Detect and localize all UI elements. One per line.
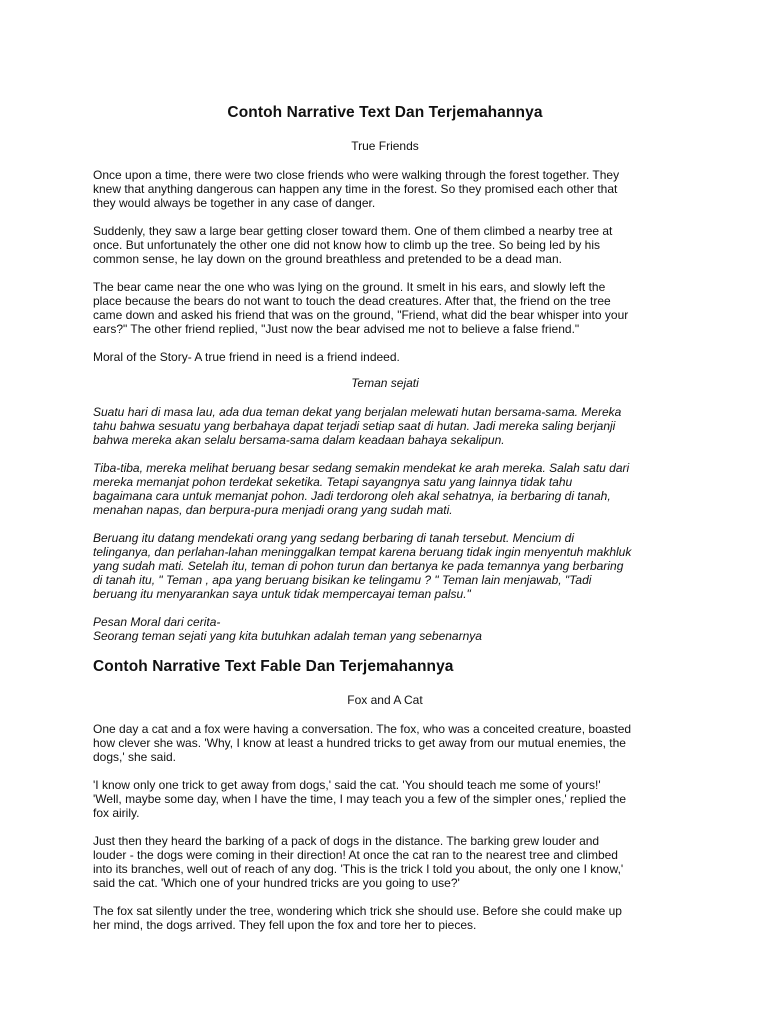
story-paragraph: The fox sat silently under the tree, wondering which trick she should use. Before she could make up her mind, the dogs arrived. They fell upon the fox and tore her to pieces. bbox=[93, 904, 622, 932]
story-paragraph: The bear came near the one who was lying on the ground. It smelt in his ears, and slowly left the place because the bears do not want to touch the dead creatures. After that, the friend on the tree came down and asked his friend that was on the ground, "Friend, what did the bear whisper into your ears?" The other friend replied, "Just now the bear advised me not to believe a false friend." bbox=[93, 280, 629, 336]
story-paragraph: 'I know only one trick to get away from dogs,' said the cat. 'You should teach me some of yours!' 'Well, maybe some day, when I have the time, I may teach you a few of the simpler ones,' replied the fox airily. bbox=[93, 778, 627, 820]
translation-paragraph: Suatu hari di masa lau, ada dua teman dekat yang berjalan melewati hutan bersama-sama. Mereka tahu bahwa sesuatu yang berbahaya dapat terjadi setiap saat di hutan. Jadi mereka saling berjanji bahwa mereka akan selalu bersama-sama dalam keadaan bahaya sekalipun. bbox=[93, 405, 622, 447]
translation-moral-paragraph: Pesan Moral dari cerita- Seorang teman sejati yang kita butuhkan adalah teman yang sebenarnya bbox=[93, 615, 482, 643]
translation-title: Teman sejati bbox=[351, 376, 419, 390]
translation-paragraph: Tiba-tiba, mereka melihat beruang besar sedang semakin mendekat ke arah mereka. Salah satu dari mereka memanjat pohon terdekat seketika. Tetapi sayangnya satu yang lainnya tidak tahu bagaimana cara untuk memanjat pohon. Jadi terdorong oleh akal sehatnya, ia berbaring di tanah, menahan napas, dan berpura-pura menjadi orang yang sudah mati. bbox=[93, 461, 630, 517]
section1-title: Contoh Narrative Text Dan Terjemahannya bbox=[227, 104, 543, 121]
story-title-fox-and-cat: Fox and A Cat bbox=[347, 693, 423, 707]
document-page bbox=[93, 103, 677, 932]
translation-paragraph: Beruang itu datang mendekati orang yang sedang berbaring di tanah tersebut. Mencium di telinganya, dan perlahan-lahan meninggalkan tempat karena beruang tidak ingin menyentuh makhluk yang sudah mati. Setelah itu, teman di pohon turun dan bertanya ke pada temannya yang berbaring di tanah itu, " Teman , apa yang beruang bisikan ke telingamu ? " Teman lain menjawab, "Tadi beruang itu menyarankan saya untuk tidak mempercayai teman palsu." bbox=[93, 531, 632, 601]
story-paragraph: Suddenly, they saw a large bear getting closer toward them. One of them climbed a nearby tree at once. But unfortunately the other one did not know how to climb up the tree. So being led by his common sense, he lay down on the ground breathless and pretended to be a dead man. bbox=[93, 224, 613, 266]
story-paragraph: Once upon a time, there were two close friends who were walking through the forest together. They knew that anything dangerous can happen any time in the forest. So they promised each other that they would always be together in any case of danger. bbox=[93, 168, 620, 210]
moral-paragraph: Moral of the Story- A true friend in need is a friend indeed. bbox=[93, 350, 400, 364]
story-paragraph: Just then they heard the barking of a pack of dogs in the distance. The barking grew louder and louder - the dogs were coming in their direction! At once the cat ran to the nearest tree and climbed into its branches, well out of reach of any dog. 'This is the trick I told you about, the only one I know,' said the cat. 'Which one of your hundred tricks are you going to use?' bbox=[93, 834, 624, 890]
story-title-true-friends: True Friends bbox=[351, 139, 419, 153]
section2-title: Contoh Narrative Text Fable Dan Terjemahannya bbox=[93, 658, 454, 675]
story-paragraph: One day a cat and a fox were having a conversation. The fox, who was a conceited creature, boasted how clever she was. 'Why, I know at least a hundred tricks to get away from our mutual enemies, the dogs,' she said. bbox=[93, 722, 632, 764]
